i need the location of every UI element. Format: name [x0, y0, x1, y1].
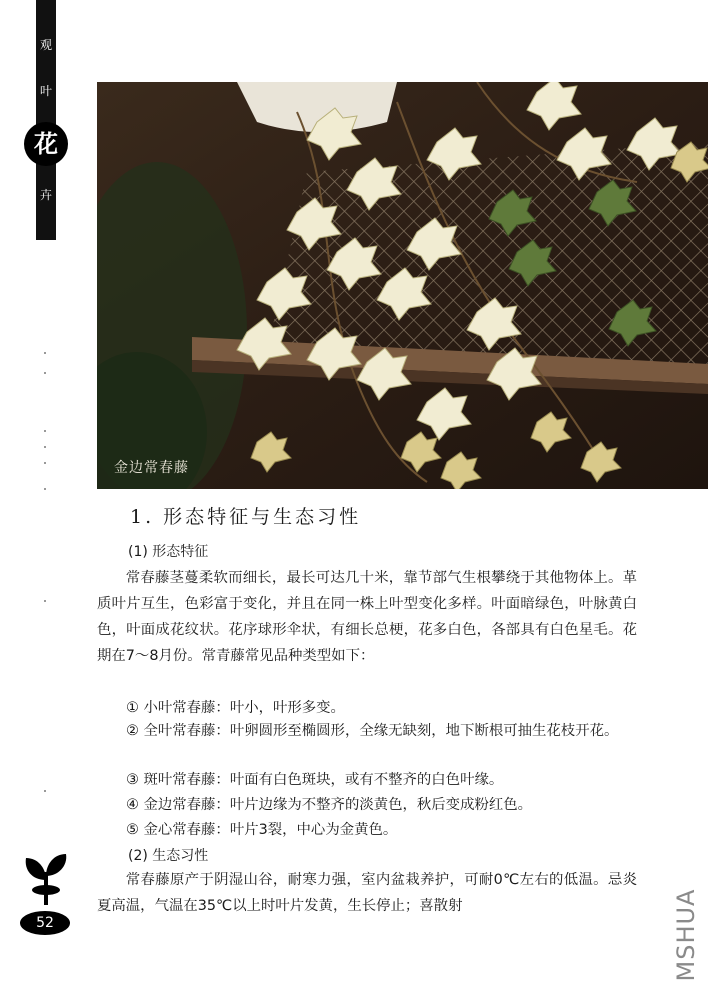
- margin-dot: [44, 462, 46, 464]
- photo-caption: 金边常春藤: [114, 460, 189, 476]
- margin-dot: [44, 430, 46, 432]
- list-item: ① 小叶常春藤：叶小，叶形多变。: [126, 700, 345, 716]
- section-title: 1. 形态特征与生态习性: [130, 506, 362, 528]
- list-item: ⑤ 金心常春藤：叶片3裂，中心为金黄色。: [126, 822, 398, 838]
- side-char-ye: 叶: [39, 84, 52, 98]
- paragraph-ecology: 常春藤原产于阴湿山谷，耐寒力强，室内盆栽养护，可耐0℃左右的低温。忌炎夏高温，气温在35℃以上时叶片发黄，生长停止；喜散射: [97, 872, 637, 914]
- subheading-morphology: (1) 形态特征: [128, 544, 209, 560]
- margin-dot: [44, 488, 46, 490]
- watermark: [668, 885, 704, 985]
- list-item: ④ 金边常春藤：叶片边缘为不整齐的淡黄色，秋后变成粉红色。: [126, 797, 533, 813]
- side-char-guan: 观: [39, 38, 52, 52]
- ivy-photo: [97, 82, 708, 489]
- margin-dot: [44, 446, 46, 448]
- side-char-hui: 卉: [39, 188, 52, 202]
- ivy-photo-illustration: [97, 82, 708, 489]
- watermark-text: MSHUA: [672, 888, 700, 982]
- paragraph-morphology: 常春藤茎蔓柔软而细长，最长可达几十米，靠节部气生根攀绕于其他物体上。革质叶片互生，色彩富于变化，并且在同一株上叶型变化多样。叶面暗绿色，叶脉黄白色，叶面成花纹状。花序球形伞状，有细长总梗，花多白色，各部具有白色星毛。花期在7～8月份。常青藤常见品种类型如下：: [97, 570, 637, 664]
- subheading-ecology: (2) 生态习性: [128, 848, 209, 864]
- page-number: 52: [20, 911, 70, 935]
- chapter-side-strip: [36, 0, 56, 240]
- margin-dot: [44, 372, 46, 374]
- margin-dot: [44, 790, 46, 792]
- sprout-icon: [22, 850, 70, 905]
- list-item: ③ 斑叶常春藤：叶面有白色斑块，或有不整齐的白色叶缘。: [126, 772, 504, 788]
- margin-dot: [44, 352, 46, 354]
- list-item: ② 全叶常春藤：叶卵圆形至椭圆形，全缘无缺刻，地下断根可抽生花枝开花。: [126, 723, 619, 739]
- chapter-badge: 花: [24, 122, 68, 166]
- margin-dot: [44, 600, 46, 602]
